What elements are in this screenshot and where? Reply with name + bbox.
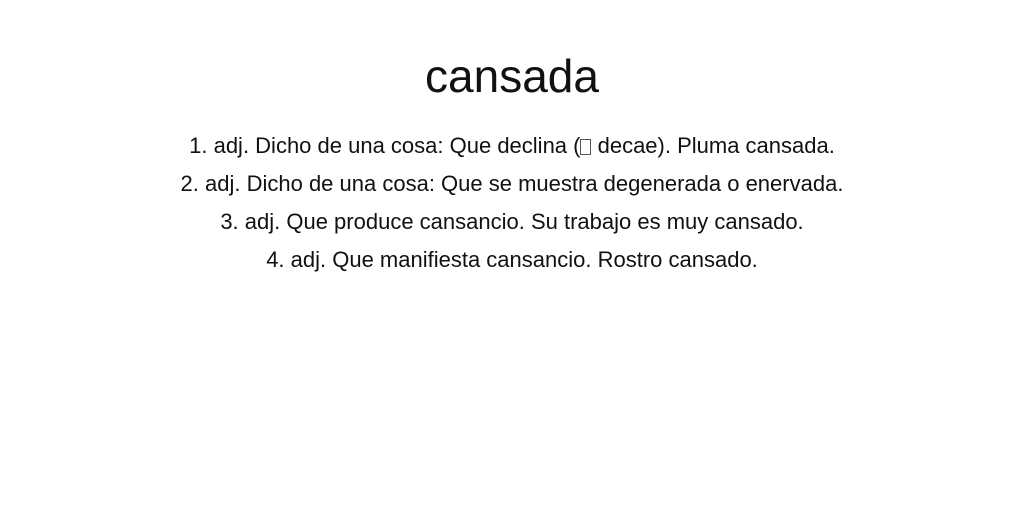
definition-2: 2. adj. Dicho de una cosa: Que se muestra degenerada o enervada.: [180, 171, 844, 196]
definition-4: 4. adj. Que manifiesta cansancio. Rostro cansado.: [266, 247, 758, 272]
definition-1: [0, 127, 1024, 165]
definition-1-text-end: decae). Pluma cansada.: [591, 133, 835, 158]
headword-title: cansada: [425, 50, 599, 102]
definition-list: [0, 127, 1024, 279]
missing-glyph-icon: [580, 139, 591, 155]
definition-3: 3. adj. Que produce cansancio. Su trabajo es muy cansado.: [220, 209, 804, 234]
definition-1-text-start: 1. adj. Dicho de una cosa: Que declina (: [189, 133, 581, 158]
